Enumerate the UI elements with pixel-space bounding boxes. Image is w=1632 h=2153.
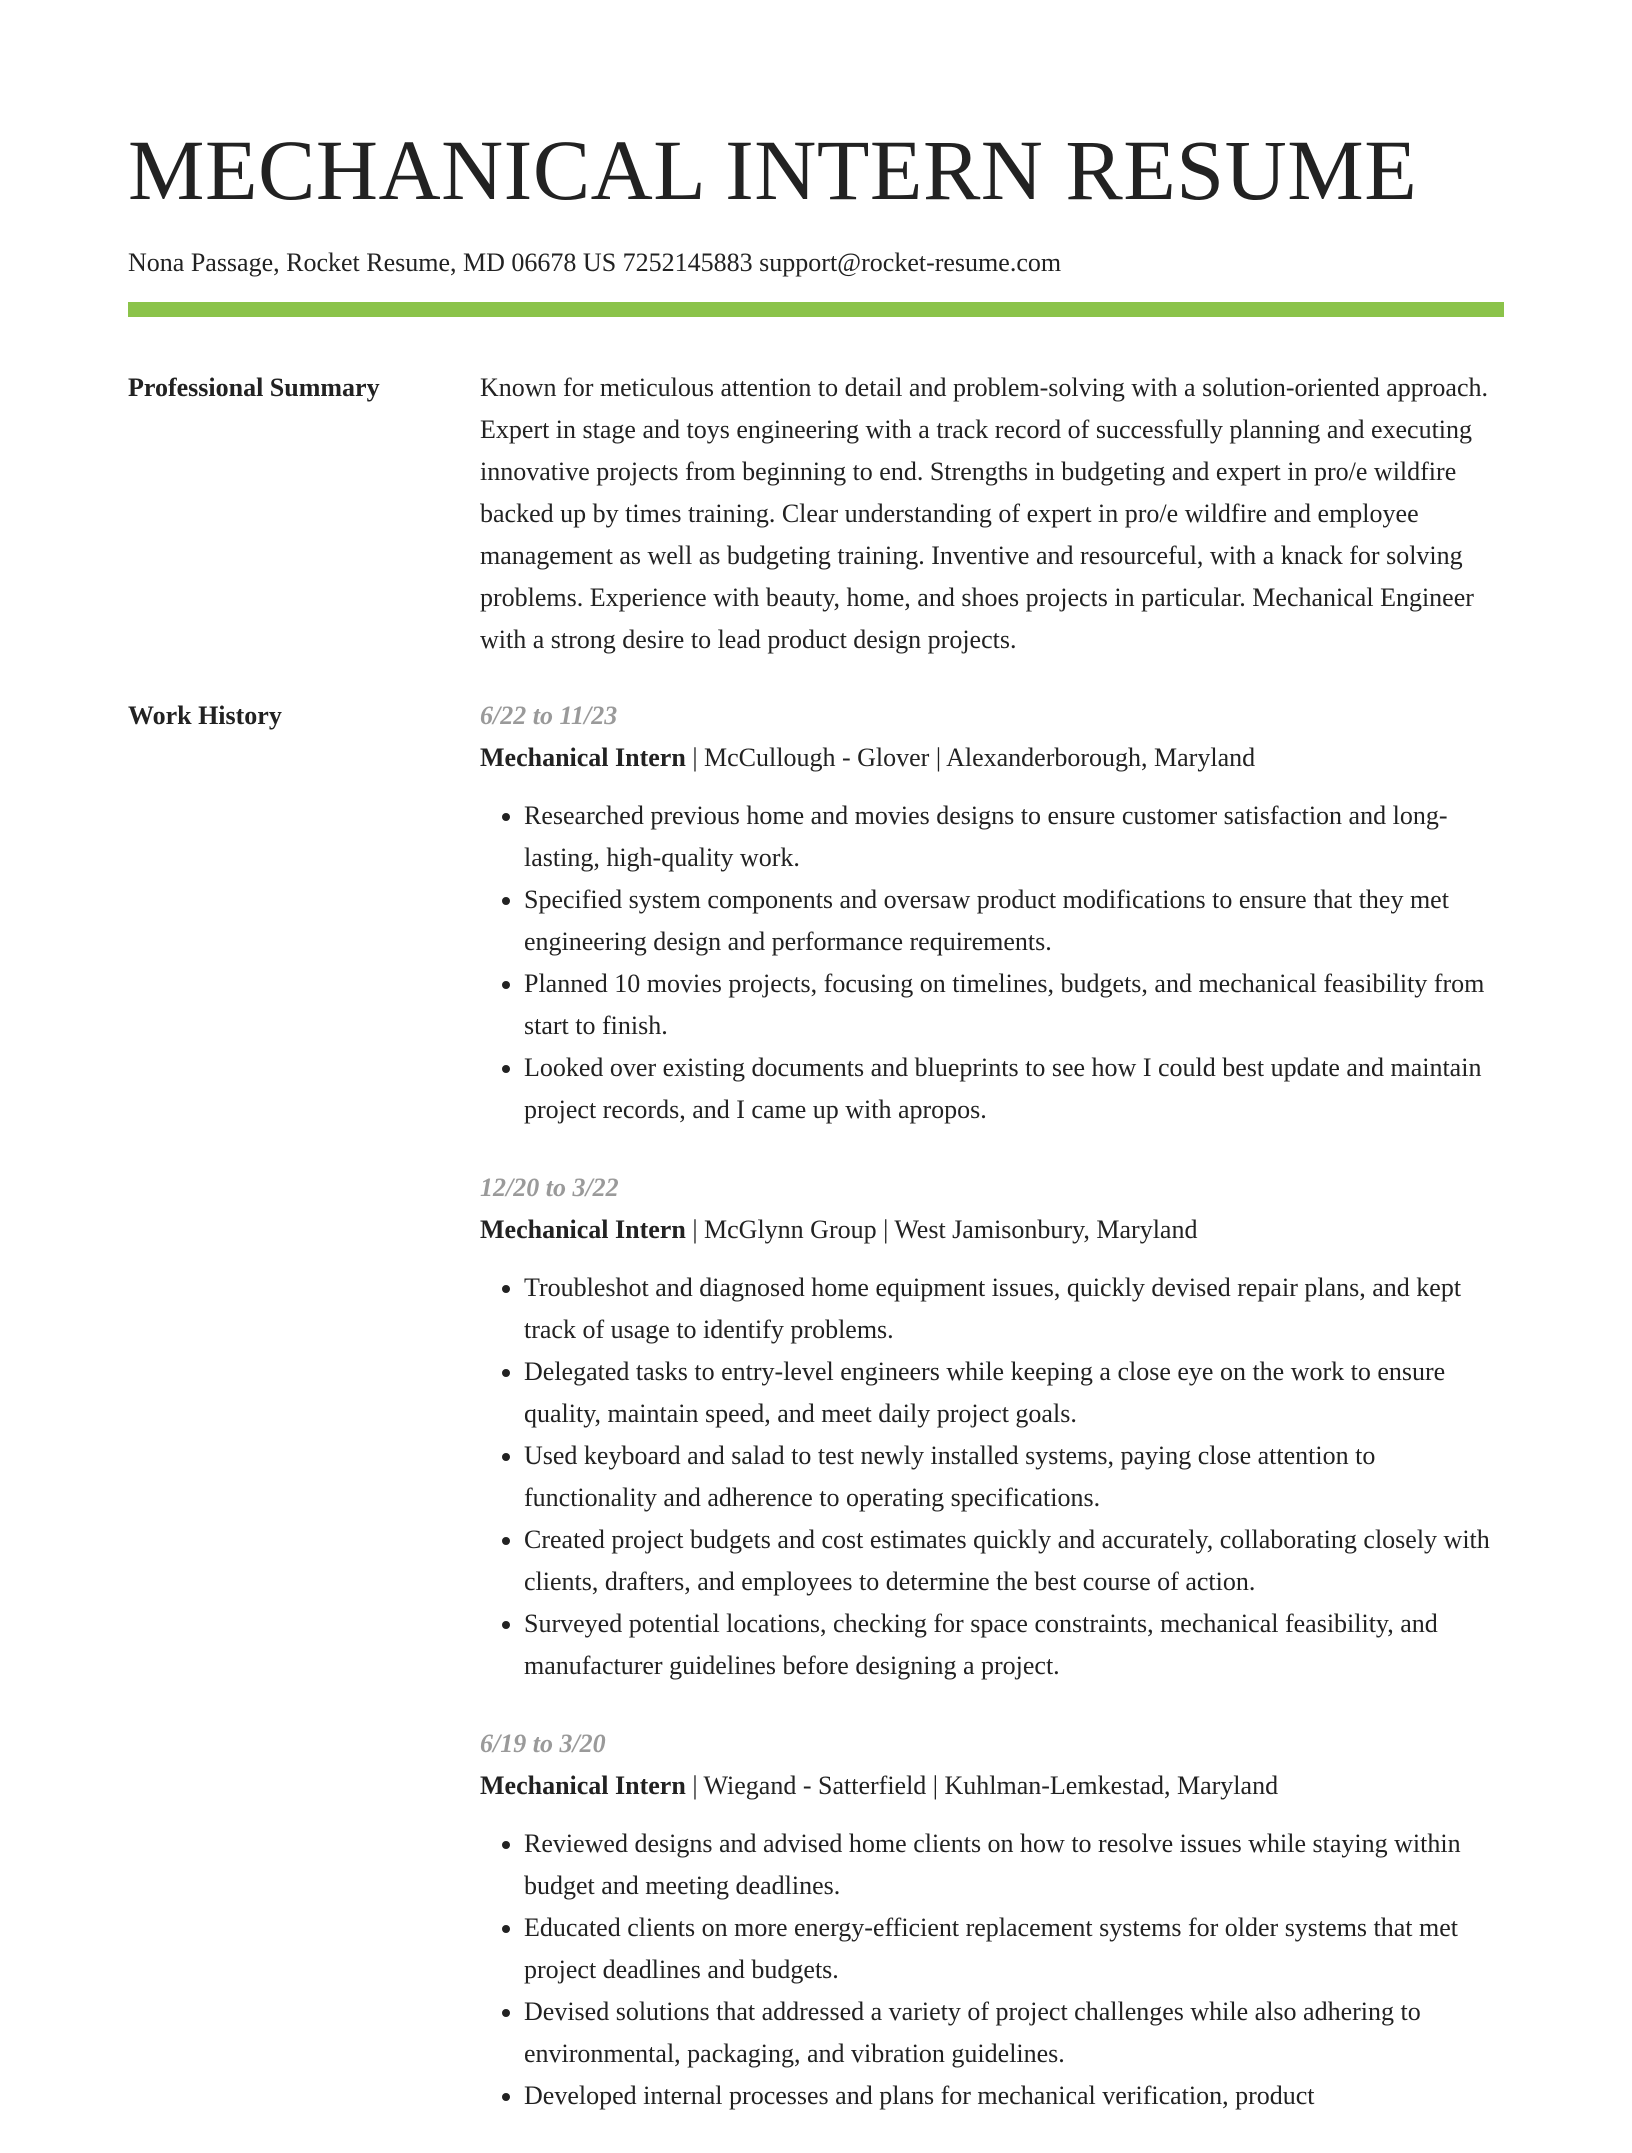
job-bullet-list [480, 795, 1504, 1131]
job-heading [480, 737, 1504, 779]
job-entry [480, 1167, 1504, 1687]
job-details: | McGlynn Group | West Jamisonbury, Maryland [685, 1215, 1198, 1244]
job-bullet: • Troubleshot and diagnosed home equipment issues, quickly devised repair plans, and kept track of usage to identify problems. [524, 1267, 1504, 1351]
job-bullet: • Created project budgets and cost estimates quickly and accurately, collaborating closely with clients, drafters, and employees to determine the best course of action. [524, 1519, 1504, 1603]
job-title: Mechanical Intern [480, 1771, 686, 1800]
professional-summary-section [128, 367, 1504, 661]
job-bullet-list [480, 1267, 1504, 1687]
job-details: | McCullough - Glover | Alexanderborough, Maryland [685, 743, 1256, 772]
job-bullet: • Used keyboard and salad to test newly installed systems, paying close attention to functionality and adherence to operating specifications. [524, 1435, 1504, 1519]
job-dates: 6/22 to 11/23 [480, 701, 618, 730]
section-label-summary: Professional Summary [128, 373, 380, 402]
job-bullet: • Specified system components and oversaw product modifications to ensure that they met engineering design and performance requirements. [524, 879, 1504, 963]
work-history-body [480, 695, 1504, 2153]
job-entry [480, 1723, 1504, 2117]
resume-page [128, 0, 1504, 2153]
job-bullet: • Delegated tasks to entry-level engineers while keeping a close eye on the work to ensure quality, maintain speed, and meet daily project goals. [524, 1351, 1504, 1435]
job-title: Mechanical Intern [480, 1215, 686, 1244]
resume-title: MECHANICAL INTERN RESUME [128, 122, 1418, 218]
job-bullet: • Devised solutions that addressed a variety of project challenges while also adhering to environmental, packaging, and vibration guidelines. [524, 1991, 1504, 2075]
job-heading [480, 1209, 1504, 1251]
job-bullet: • Educated clients on more energy-efficient replacement systems for older systems that met project deadlines and budgets. [524, 1907, 1504, 1991]
job-bullet-list [480, 1823, 1504, 2117]
work-history-section [128, 695, 1504, 2153]
contact-line: Nona Passage, Rocket Resume, MD 06678 US 7252145883 support@rocket-resume.com [128, 248, 1062, 277]
summary-body [480, 367, 1504, 661]
header-divider [128, 302, 1504, 317]
job-dates: 6/19 to 3/20 [480, 1729, 606, 1758]
job-bullet: • Surveyed potential locations, checking for space constraints, mechanical feasibility, and manufacturer guidelines before designing a project. [524, 1603, 1504, 1687]
job-bullet: • Researched previous home and movies designs to ensure customer satisfaction and long-lasting, high-quality work. [524, 795, 1504, 879]
job-bullet: • Reviewed designs and advised home clients on how to resolve issues while staying within budget and meeting deadlines. [524, 1823, 1504, 1907]
job-details: | Wiegand - Satterfield | Kuhlman-Lemkestad, Maryland [685, 1771, 1279, 1800]
job-heading [480, 1765, 1504, 1807]
job-title: Mechanical Intern [480, 743, 686, 772]
section-label-work-history: Work History [128, 701, 282, 730]
job-entry [480, 695, 1504, 1131]
job-bullet: • Planned 10 movies projects, focusing on timelines, budgets, and mechanical feasibility from start to finish. [524, 963, 1504, 1047]
job-bullet: • Developed internal processes and plans for mechanical verification, product [524, 2075, 1504, 2117]
job-dates: 12/20 to 3/22 [480, 1173, 619, 1202]
summary-text: Known for meticulous attention to detail and problem-solving with a solution-oriented approach. Expert in stage and toys engineering with a track record of successfully planning and executing innovative projects from beginning to end. Strengths in budgeting and expert in pro/e wildfire backed up by times training. Clear understanding of expert in pro/e wildfire and employee management as well as budgeting training. Inventive and resourceful, with a knack for solving problems. Experience with beauty, home, and shoes projects in particular. Mechanical Engineer with a strong desire to lead product design projects. [480, 373, 1488, 654]
job-bullet: • Looked over existing documents and blueprints to see how I could best update and maintain project records, and I came up with apropos. [524, 1047, 1504, 1131]
